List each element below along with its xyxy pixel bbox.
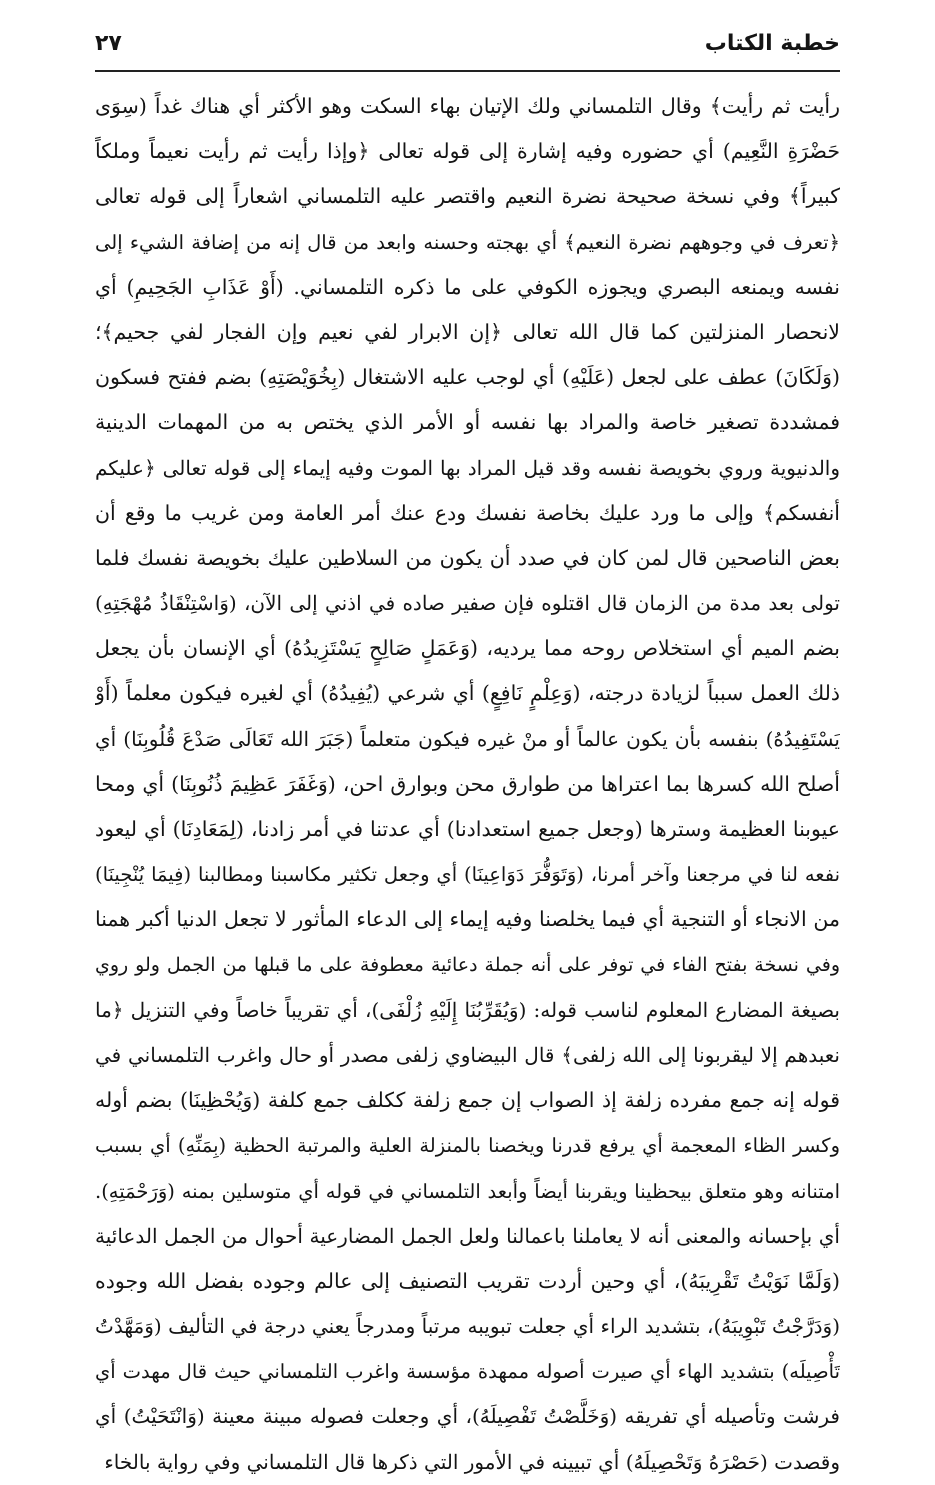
running-title: خطبة الكتاب [704, 31, 840, 56]
text-line: بضم الميم أي استخلاص روحه مما يرديه، (وَعَمَلٍ صَالِحٍ يَسْتَزِيدُهُ) أي الإنسان بأن يجعل [95, 636, 840, 661]
text-line: (وَلَكَانَ) عطف على لجعل (عَلَيْهِ) أي لوجب عليه الاشتغال (بِخُوَيْصَتِهِ) بضم ففتح فسكون [95, 365, 840, 390]
text-line: ﴿تعرف في وجوههم نضرة النعيم﴾ أي بهجته وحسنه وابعد من قال إنه من إضافة الشيء إلى [95, 230, 840, 254]
text-line: فمشددة تصغير خاصة والمراد بها نفسه أو الأمر الذي يختص به من المهمات الدينية [95, 410, 840, 435]
text-line: كبيراً﴾ وفي نسخة صحيحة نضرة النعيم واقتصر عليه التلمساني اشعاراً إلى قوله تعالى [95, 184, 840, 209]
text-line: وقصدت (حَصْرَهُ وَتَحْصِيلَهُ) أي تبيينه في الأمور التي ذكرها قال التلمساني وفي رواية بالخاء [104, 1449, 840, 1474]
page-header [95, 18, 840, 62]
text-line: وفي نسخة بفتح الفاء في توفر على أنه جملة دعائية معطوفة على ما قبلها من الجمل ولو روي [95, 953, 840, 976]
commentary-text [95, 84, 840, 1485]
text-line: نفسه ويمنعه البصري ويجوزه الكوفي على ما ذكره التلمساني. (أَوْ عَذَابِ الجَحِيمِ) أي [95, 274, 840, 299]
text-line: وكسر الظاء المعجمة أي يرفع قدرنا ويخصنا بالمنزلة العلية والمرتبة الحظية (بِمَنِّهِ) أي بسبب [95, 1134, 840, 1158]
text-line: تَأْصِيلَه) بتشديد الهاء أي صيرت أصوله ممهدة مؤسسة واغرب التلمساني حيث قال مهدت أي [95, 1360, 840, 1384]
text-line: تولى بعد مدة من الزمان قال اقتلوه فإن صفير صاده في اذني إلى الآن، (وَاسْتِنْقَاذُ مُهْجَتِهِ) [95, 591, 840, 616]
text-line: أصلح الله كسرها بما اعتراها من طوارق محن وبوارق احن، (وَغَفَرَ عَظِيمَ ذُنُوبِنَا) أي ومحا [95, 771, 840, 796]
text-line: من الانجاء أو التنجية أي فيما يخلصنا وفيه إيماء إلى الدعاء المأثور لا تجعل الدنيا أكبر همنا [95, 907, 840, 932]
text-line: امتنانه وهو متعلق بيحظينا ويقربنا أيضاً وأبعد التلمساني في قوله أي متوسلين بمنه (وَرَحْمَتِهِ). [95, 1179, 840, 1203]
page-number: ٢٧ [95, 31, 122, 56]
text-line: حَضْرَةِ النَّعِيم) أي حضوره وفيه إشارة إلى قوله تعالى ﴿وإذا رأيت ثم رأيت نعيماً وملكاً [95, 139, 840, 164]
text-line: رأيت ثم رأيت﴾ وقال التلمساني ولك الإتيان بهاء السكت وهو الأكثر أي هناك غداً (سِوَى [95, 94, 840, 118]
text-line: ذلك العمل سبباً لزيادة درجته، (وَعِلْمٍ نَافِعٍ) أي شرعي (يُفِيدُهُ) أي لغيره فيكون معلماً (أَوْ [95, 681, 840, 706]
header-rule [95, 70, 840, 72]
text-line: (وَلَمَّا نَوَيْتُ تَقْرِيبَهُ)، أي وحين أردت تقريب التصنيف إلى عالم وجوده بفضل الله وجوده [95, 1268, 840, 1293]
text-line: فرشت وتأصيله أي تفريقه (وَخَلَّصْتُ تَفْصِيلَهُ)، أي وجعلت فصوله مبينة معينة (وَانْتَحَيْتُ) أي [95, 1404, 840, 1429]
text-line: أي بإحسانه والمعنى أنه لا يعاملنا باعمالنا ولعل الجمل المضارعية أحوال من الجمل الدعائية [95, 1223, 840, 1248]
text-line: بصيغة المضارع المعلوم لناسب قوله: (وَيُقَرِّبُنَا إِلَيْهِ زُلْفَى)، أي تقريباً خاصاً وفي التنزيل ﴿ما [95, 997, 840, 1022]
text-line: لانحصار المنزلتين كما قال الله تعالى ﴿إن الابرار لفي نعيم وإن الفجار لفي جحيم﴾؛ [95, 319, 840, 344]
text-line: عيوبنا العظيمة وسترها (وجعل جميع استعدادنا) أي عدتنا في أمر زادنا، (لِمَعَادِنَا) أي ليعود [95, 817, 840, 841]
text-line: قوله إنه جمع مفرده زلفة إذ الصواب إن جمع زلفة ككلف جمع كلفة (وَيُحْظِينَا) بضم أوله [95, 1088, 840, 1113]
text-line: يَسْتَفِيدُهُ) بنفسه بأن يكون عالماً أو منْ غيره فيكون متعلماً (جَبَرَ الله تَعَالَى صَدْعَ قُلُوبِنَا) أي [95, 726, 840, 751]
text-line: والدنيوية وروي بخويصة نفسه وقد قيل المراد بها الموت وفيه إيماء إلى قوله تعالى ﴿عليكم [95, 455, 840, 480]
text-line: نعبدهم إلا ليقربونا إلى الله زلفى﴾ قال البيضاوي زلفى مصدر أو حال واغرب التلمساني في [95, 1042, 840, 1067]
text-line: (وَدَرَّجْتُ تَبْوِيبَهُ)، بتشديد الراء أي جعلت تبويبه مرتباً ومدرجاً يعني درجة في التأليف (وَمَهَّدْتُ [95, 1314, 840, 1339]
text-line: نفعه لنا في مرجعنا وآخر أمرنا، (وَتَوَفُّرَ دَوَاعِينَا) أي وجعل تكثير مكاسبنا ومطالبنا (فِيمَا يُنْجِينَا) [95, 863, 840, 887]
text-line: أنفسكم﴾ وإلى ما ورد عليك بخاصة نفسك ودع عنك أمر العامة ومن غريب ما وقع أن [95, 500, 840, 525]
text-line: بعض الناصحين قال لمن كان في صدد أن يكون من السلاطين عليك بخويصة نفسك فلما [95, 545, 840, 570]
